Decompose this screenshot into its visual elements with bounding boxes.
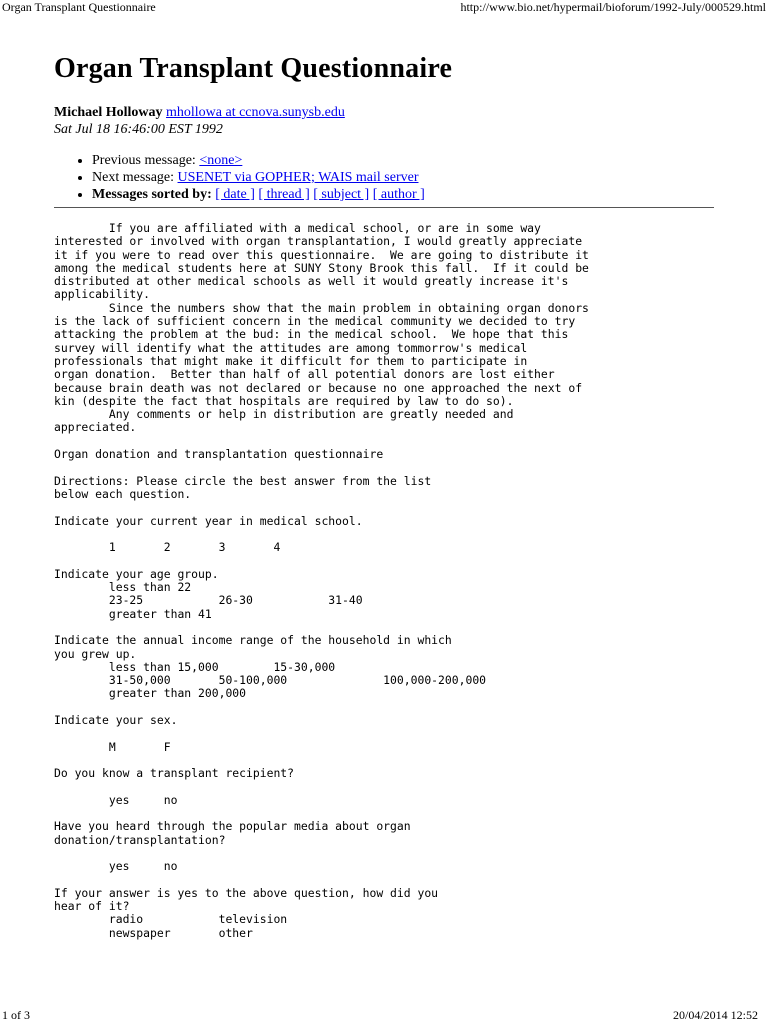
sort-options-item — [92, 186, 714, 203]
previous-message-link[interactable]: <none> — [199, 153, 243, 168]
sort-by-subject-link[interactable]: [ subject ] — [313, 187, 370, 202]
next-message-item — [92, 169, 714, 186]
next-message-link[interactable]: USENET via GOPHER; WAIS mail server — [177, 170, 419, 185]
author-email-link[interactable]: mhollowa at ccnova.sunysb.edu — [166, 105, 345, 120]
previous-message-label: Previous message: — [92, 153, 196, 168]
divider — [54, 207, 714, 208]
print-header-title: Organ Transplant Questionnaire — [2, 0, 156, 14]
next-message-label: Next message: — [92, 170, 175, 185]
sort-by-author-link[interactable]: [ author ] — [372, 187, 425, 202]
message-navigation — [54, 152, 714, 203]
print-timestamp: 20/04/2014 12:52 — [672, 1008, 758, 1022]
message-body: If you are affiliated with a medical school, or are in some way interested or involved with organ transplantation, I would greatly appreciate it if you were to read over this questionnaire. We are going to distribute it among the medical students here at SUNY Stony Brook this fall. If it could be distributed at other medical schools as well it would greatly increase it's applicability. Since the numbers show that the main problem in obtaining organ donors is the lack of sufficient concern in the medical community we decided to try attacking the problem at the bud: in the medical school. We hope that this survey will identify what the attitudes are among tommorrow's medical professionals that might make it difficult for them to participate in organ donation. Better than half of all potential donors are lost either because brain death was not declared or because no one approached the next of kin (despite the fact that hospitals are required by law to do so). Any comments or help in distribution are greatly needed and appreciated. Organ donation and transplantation questionnaire Directions: Please circle the best answer from the list below each question. Indicate your current year in medical school. 1 2 3 4 Indicate your age group. less than 22 23-25 26-30 31-40 greater than 41 Indicate the annual income range of the household in which you grew up. less than 15,000 15-30,000 31-50,000 50-100,000 100,000-200,000 greater than 200,000 Indicate your sex. M F Do you know a transplant recipient? yes no Have you heard through the popular media about organ donation/transplantation? yes no If your answer is yes to the above question, how did you hear of it? radio television newspaper other — [54, 221, 589, 940]
print-header — [0, 0, 768, 16]
sort-by-thread-link[interactable]: [ thread ] — [258, 187, 310, 202]
author-name: Michael Holloway — [54, 105, 163, 120]
message-page — [54, 52, 714, 940]
page-count: 1 of 3 — [2, 1008, 30, 1022]
print-footer — [0, 1008, 768, 1024]
sort-by-date-link[interactable]: [ date ] — [215, 187, 255, 202]
message-meta — [54, 104, 714, 138]
message-date: Sat Jul 18 16:46:00 EST 1992 — [54, 122, 223, 137]
previous-message-item — [92, 152, 714, 169]
sorted-by-label: Messages sorted by: — [92, 187, 212, 202]
print-header-url: http://www.bio.net/hypermail/bioforum/1992-July/000529.html — [460, 0, 766, 14]
page-title: Organ Transplant Questionnaire — [54, 53, 453, 84]
